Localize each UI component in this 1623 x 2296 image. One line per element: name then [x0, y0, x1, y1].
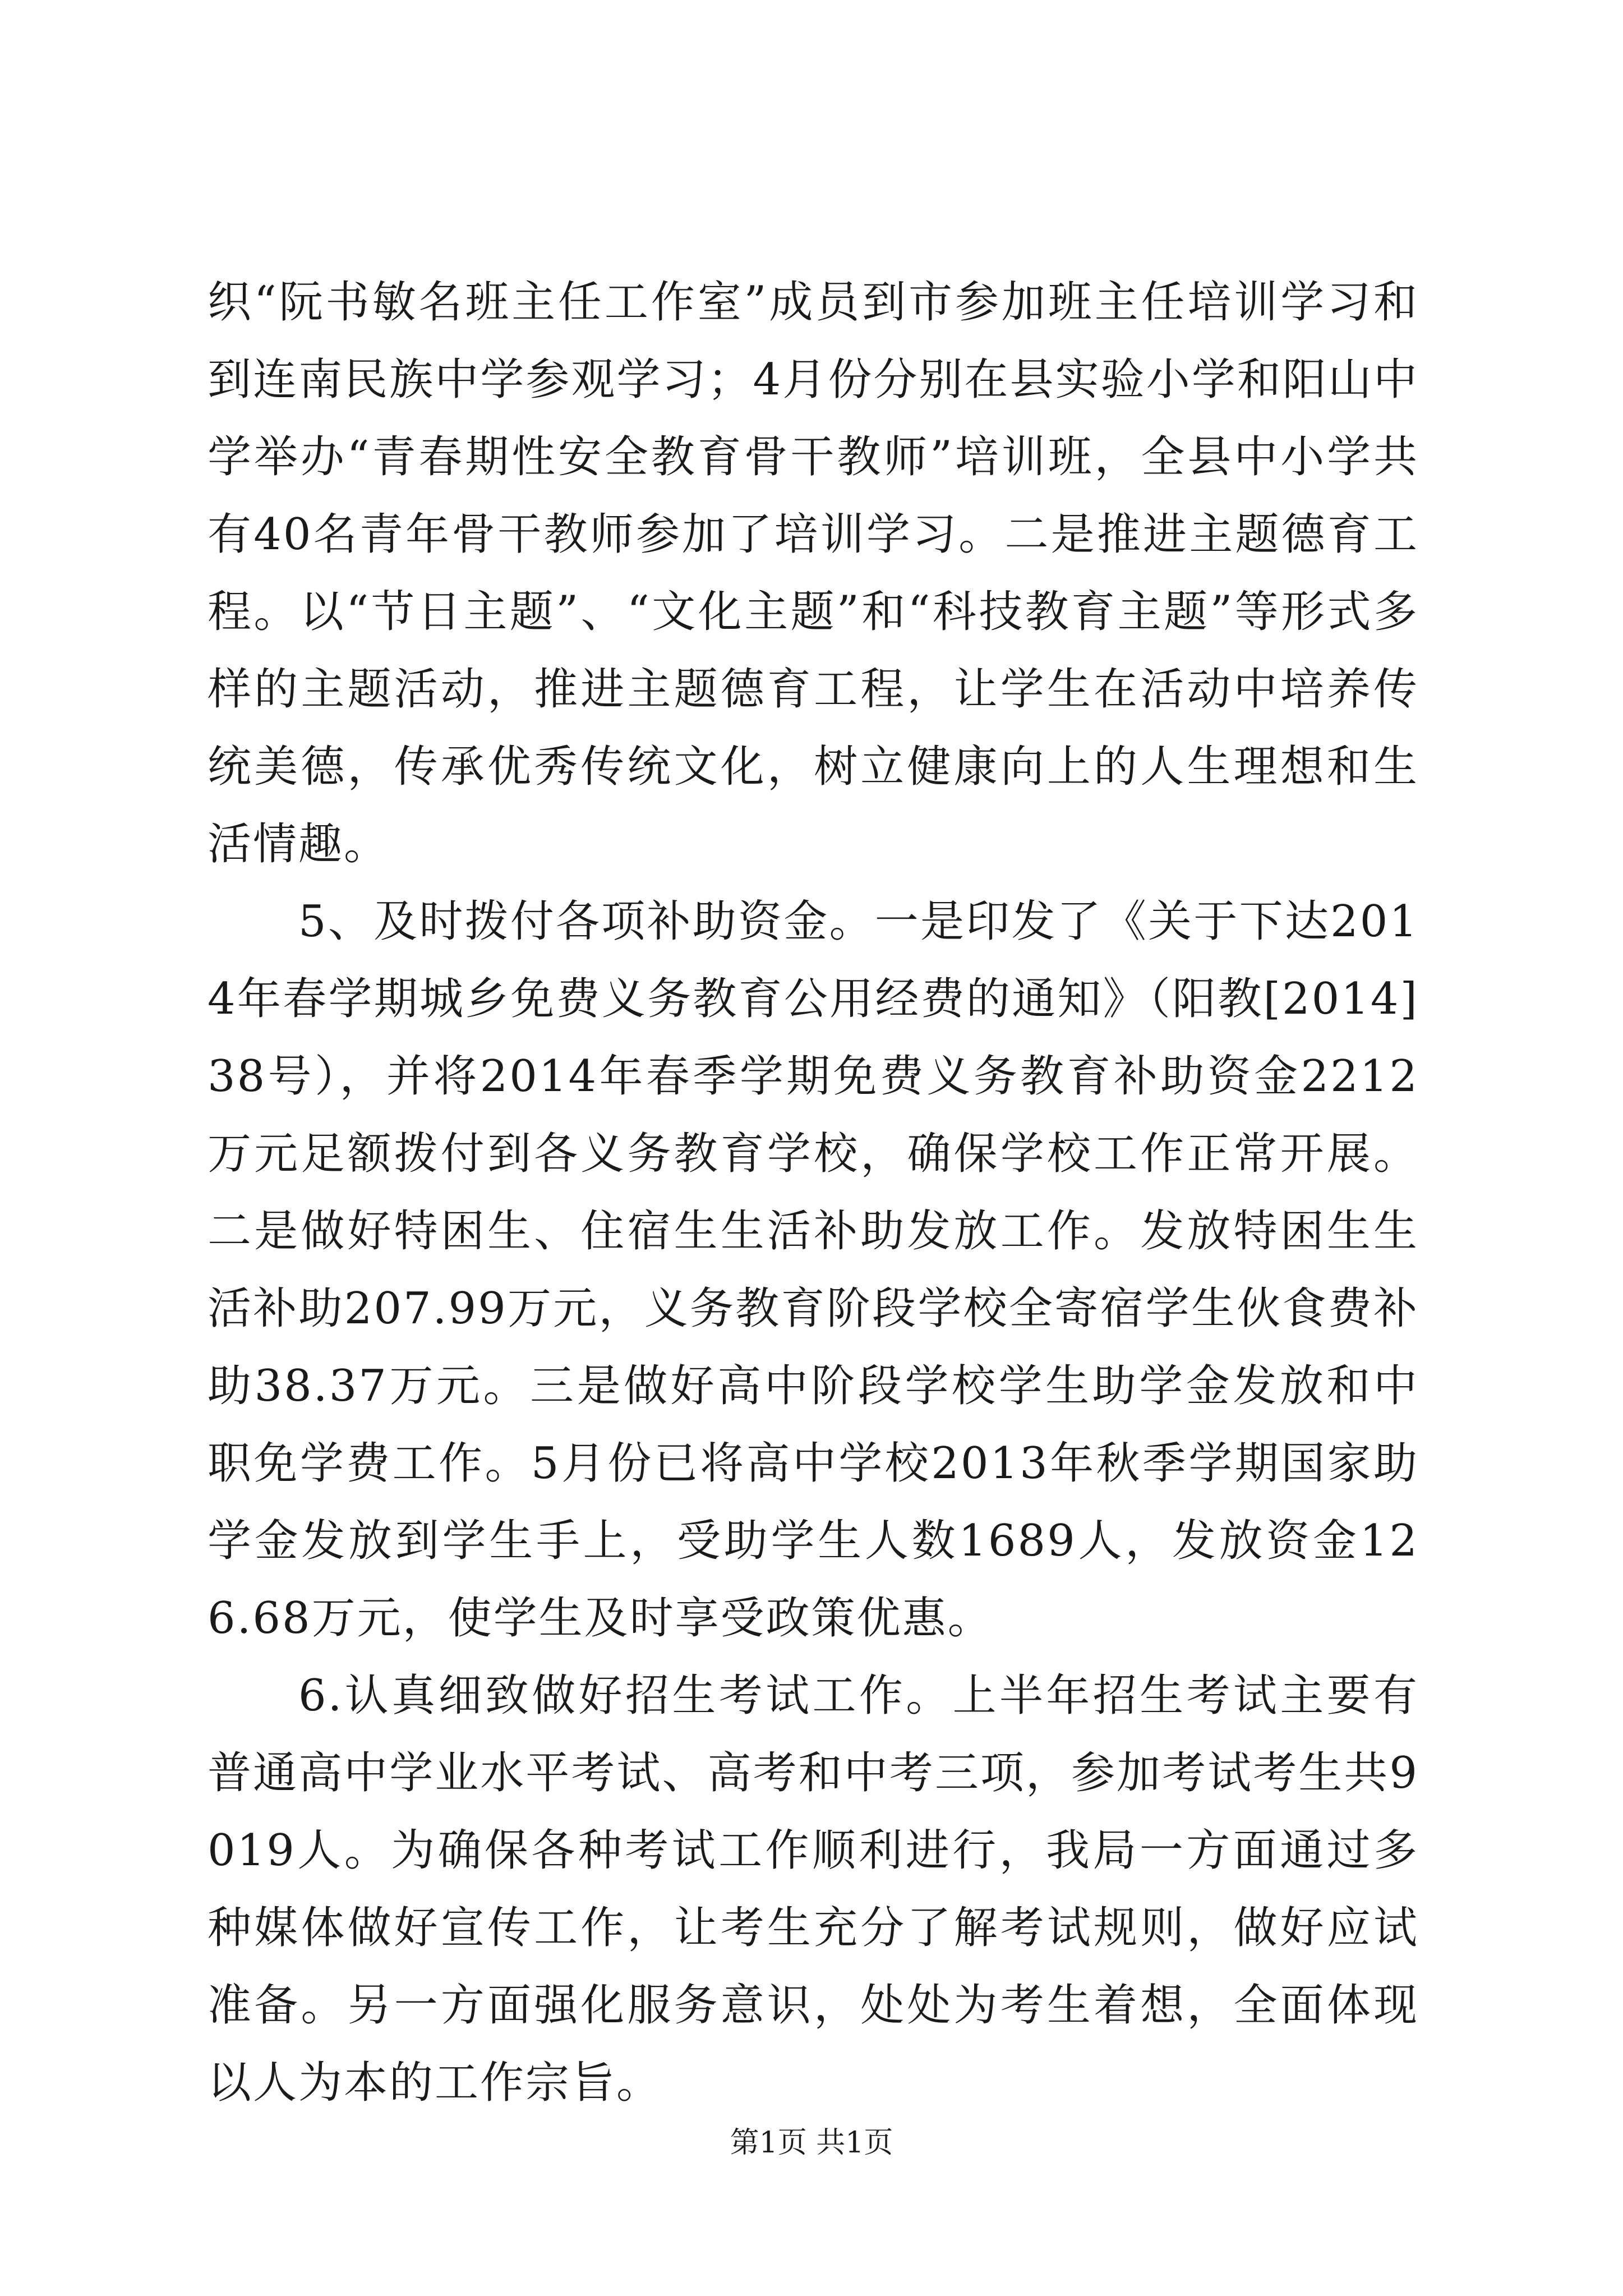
page-number-footer: 第1页 共1页 — [730, 2126, 893, 2160]
document-body — [208, 264, 1419, 2122]
paragraph-enrollment-exams: 6.认真细致做好招生考试工作。上半年招生考试主要有普通高中学业水平考试、高考和中考三项，参加考试考生共9019人。为确保各种考试工作顺利进行，我局一方面通过多种媒体做好宣传工作，让考生充分了解考试规则，做好应试准备。另一方面强化服务意识，处处为考生着想，全面体现以人为本的工作宗旨。 — [208, 1671, 1419, 2108]
paragraph-training: 织“阮书敏名班主任工作室”成员到市参加班主任培训学习和到连南民族中学参观学习；4月份分别在县实验小学和阳山中学举办“青春期性安全教育骨干教师”培训班，全县中小学共有40名青年骨干教师参加了培训学习。二是推进主题德育工程。以“节日主题”、“文化主题”和“科技教育主题”等形式多样的主题活动，推进主题德育工程，让学生在活动中培养传统美德，传承优秀传统文化，树立健康向上的人生理想和生活情趣。 — [208, 277, 1419, 869]
paragraph-subsidy-funds: 5、及时拨付各项补助资金。一是印发了《关于下达2014年春学期城乡免费义务教育公用经费的通知》（阳教[2014]38号），并将2014年春季学期免费义务教育补助资金2212万元足额拨付到各义务教育学校，确保学校工作正常开展。二是做好特困生、住宿生生活补助发放工作。发放特困生生活补助207.99万元，义务教育阶段学校全寄宿学生伙食费补助38.37万元。三是做好高中阶段学校学生助学金发放和中职免学费工作。5月份已将高中学校2013年秋季学期国家助学金发放到学生手上，受助学生人数1689人，发放资金126.68万元，使学生及时享受政策优惠。 — [208, 896, 1419, 1644]
